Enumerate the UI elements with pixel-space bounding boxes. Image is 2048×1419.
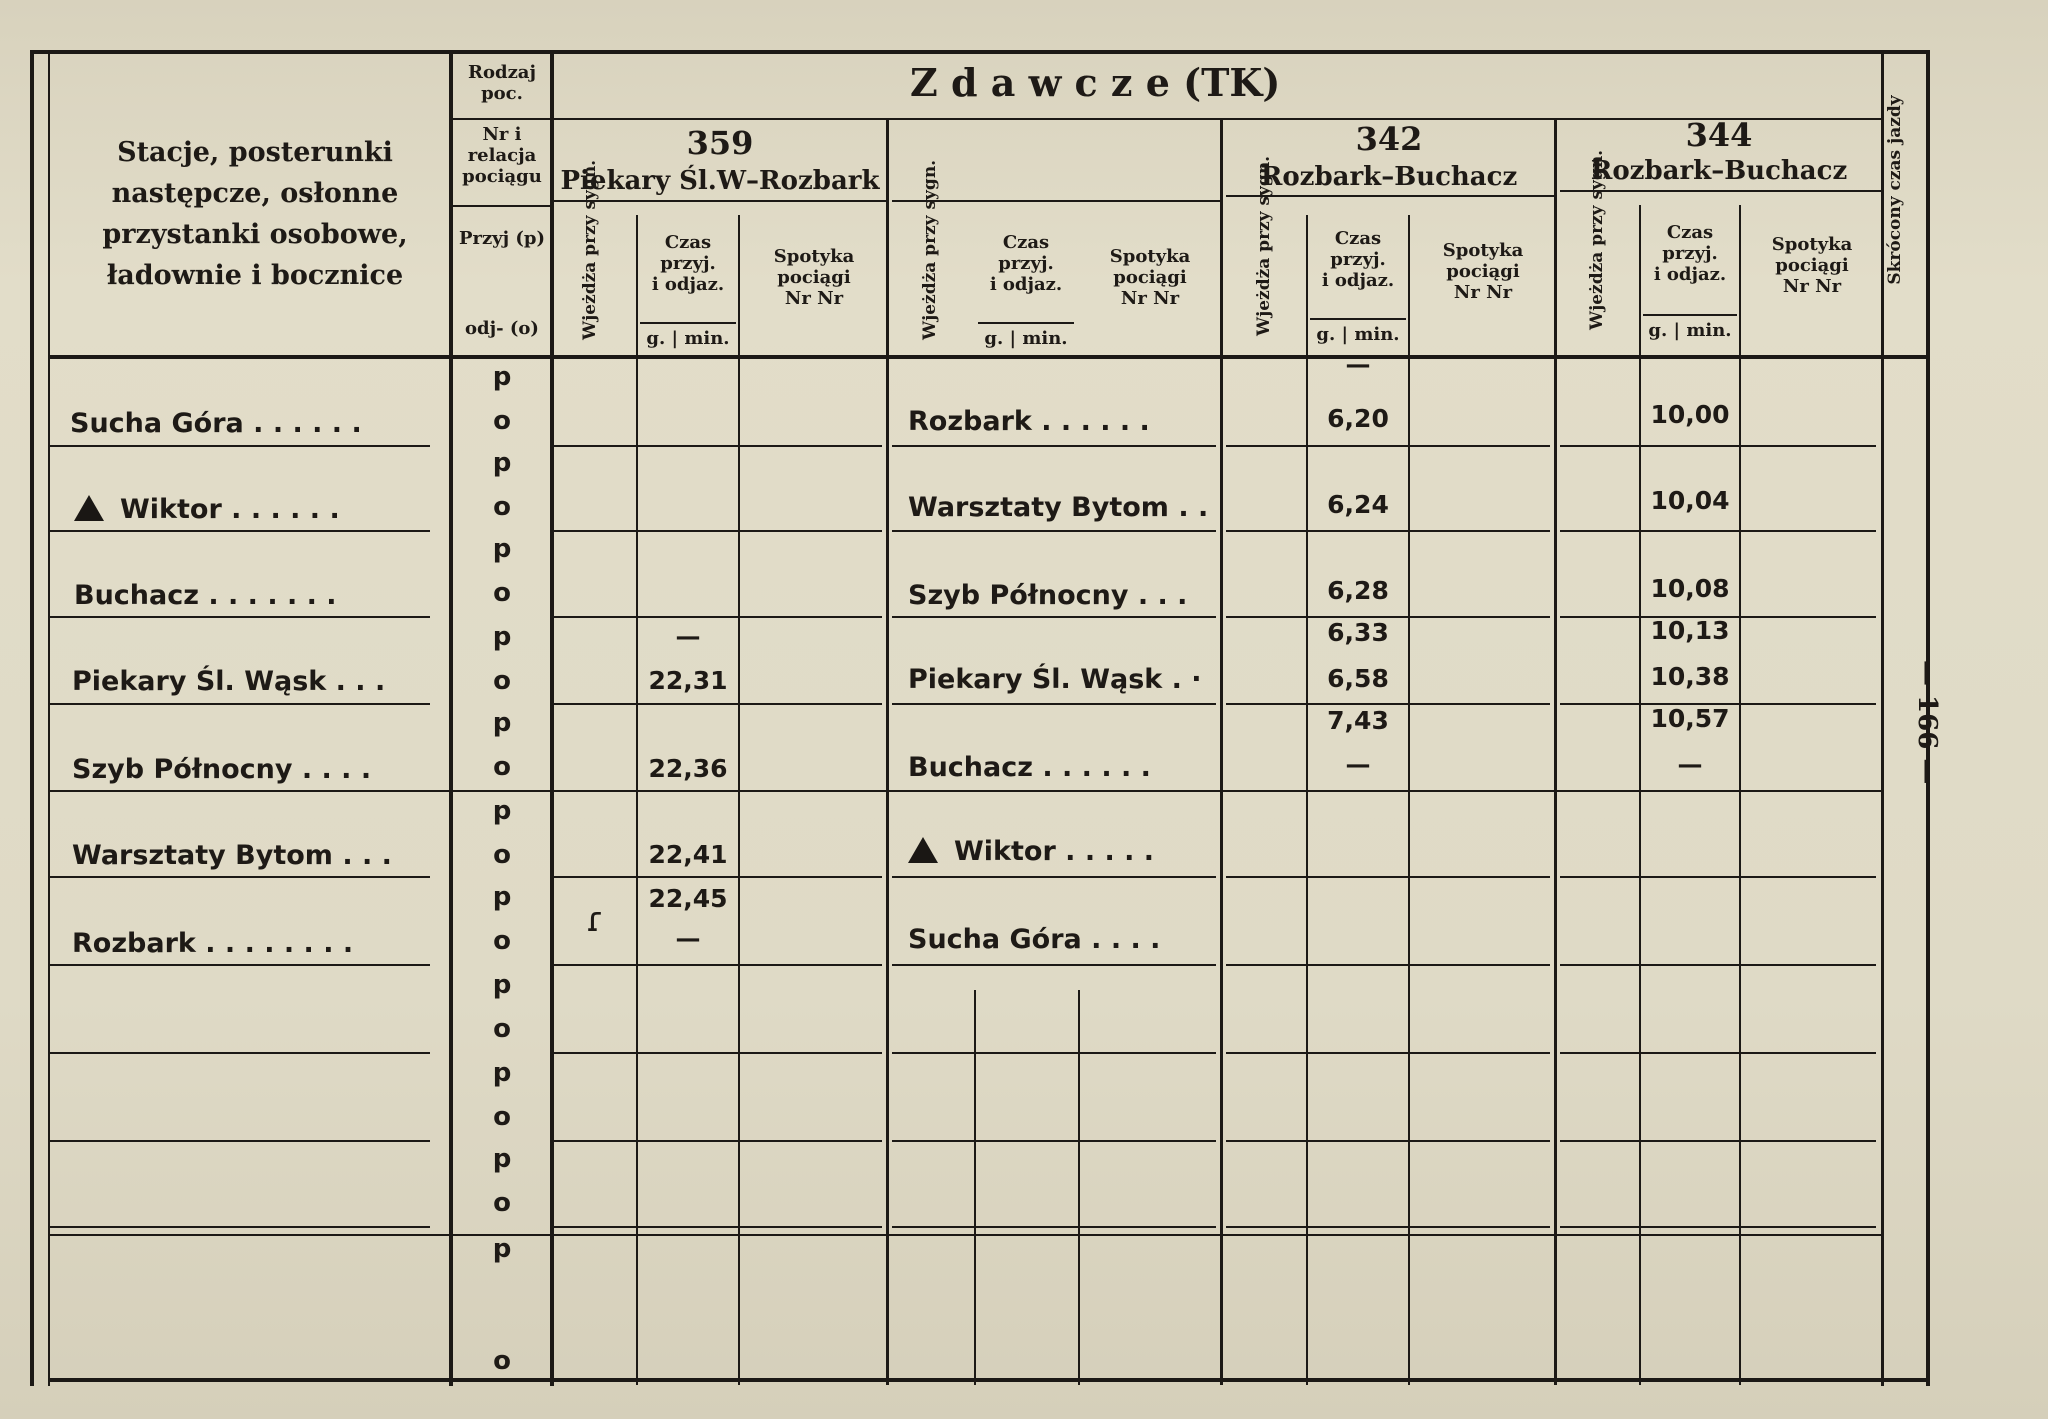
- row-line: [1226, 703, 1550, 705]
- time-value: 22,41: [648, 840, 728, 869]
- header-line: [452, 205, 550, 207]
- row-line: [892, 616, 1216, 618]
- col-line: [1739, 205, 1741, 1385]
- row-line: [1226, 1140, 1550, 1142]
- row-line: [50, 703, 430, 705]
- header-line: [1560, 190, 1881, 192]
- page-number: — 166 —: [1912, 660, 1942, 785]
- arrival-marker: p: [492, 1058, 512, 1088]
- left-station: Buchacz . . . . . . .: [74, 580, 337, 611]
- frame-left-border: [30, 50, 34, 1386]
- row-line: [554, 876, 882, 878]
- right-station: Szyb Północny . . .: [908, 580, 1188, 611]
- enters-signal-header: Wjeżdża przy sygn.: [1254, 155, 1274, 336]
- row-line: [1226, 530, 1550, 532]
- row-line: [554, 530, 882, 532]
- departure-marker: o: [493, 1346, 511, 1376]
- timetable-frame: [30, 50, 1930, 1386]
- arrival-marker: p: [492, 1234, 512, 1264]
- time-value: 6,24: [1327, 490, 1389, 519]
- departure-marker: o: [493, 1188, 511, 1218]
- departure-marker: o: [493, 752, 511, 782]
- row-line: [1560, 1052, 1876, 1054]
- arrival-marker: p: [492, 362, 512, 392]
- row-line: [1226, 1226, 1550, 1228]
- meets-trains-header: Spotyka pociągi Nr Nr: [1442, 240, 1524, 303]
- train-relation: Rozbark–Buchacz: [1260, 162, 1518, 192]
- row-line: [50, 1052, 430, 1054]
- header-line: [892, 200, 1220, 202]
- enters-signal-header: Wjeżdża przy sygn.: [1587, 149, 1607, 330]
- shortened-travel-time-header: Skrócony czas jazdy: [1885, 95, 1905, 285]
- hour-minute-header: g. | min.: [1648, 320, 1732, 341]
- row-line: [554, 1140, 882, 1142]
- right-station: Piekary Śl. Wąsk . ·: [908, 664, 1202, 695]
- triangle-icon: [908, 837, 938, 863]
- time-value: 7,43: [1327, 706, 1389, 735]
- departure-marker: o: [493, 666, 511, 696]
- time-value: —: [675, 924, 701, 953]
- handwritten-mark: ɾ: [586, 900, 605, 940]
- section-separator: [50, 790, 1882, 792]
- time-value: —: [1345, 750, 1371, 779]
- arrival-marker-header: Przyj (p): [458, 228, 546, 249]
- stations-column-header: Stacje, posterunki następcze, osłonne przystanki osobowe, ładownie i bocznice: [102, 137, 408, 291]
- col-line-train: [886, 120, 889, 1385]
- row-line: [1226, 876, 1550, 878]
- row-line: [1560, 1140, 1876, 1142]
- left-station: Szyb Północny . . . .: [72, 754, 372, 785]
- train-number-header: Nr i relacja pociągu: [462, 124, 542, 187]
- row-line: [554, 964, 882, 966]
- train-number: 359: [686, 124, 754, 162]
- hour-minute-header: g. | min.: [646, 328, 730, 349]
- enters-signal-header: Wjeżdża przy sygn.: [580, 159, 600, 340]
- col-line: [738, 215, 740, 1385]
- meets-trains-header: Spotyka pociągi Nr Nr: [773, 246, 855, 309]
- col-line-rodzaj: [550, 50, 554, 1386]
- train-number: 342: [1355, 120, 1423, 158]
- arrival-marker: p: [492, 1144, 512, 1174]
- row-line: [50, 876, 430, 878]
- col-line-train: [1220, 120, 1223, 1385]
- arrival-marker: p: [492, 970, 512, 1000]
- row-line: [50, 616, 430, 618]
- frame-inner-left: [48, 50, 50, 1386]
- gmin-line: [978, 322, 1074, 324]
- meets-trains-header: Spotyka pociągi Nr Nr: [1771, 234, 1853, 297]
- row-line: [892, 1052, 1216, 1054]
- departure-marker: o: [493, 1102, 511, 1132]
- gmin-line: [640, 322, 736, 324]
- right-station: Wiktor . . . . .: [908, 836, 1154, 867]
- row-line: [50, 1140, 430, 1142]
- frame-bottom-border: [48, 1378, 1930, 1382]
- time-value: 22,31: [648, 666, 728, 695]
- row-line: [892, 703, 1216, 705]
- row-line: [1560, 1226, 1876, 1228]
- left-station: Piekary Śl. Wąsk . . .: [72, 666, 386, 697]
- gmin-line: [1643, 314, 1737, 316]
- col-line-side: [1881, 50, 1884, 1386]
- row-line: [892, 530, 1216, 532]
- row-line: [1560, 964, 1876, 966]
- departure-marker: o: [493, 1014, 511, 1044]
- right-station: Sucha Góra . . . .: [908, 924, 1161, 955]
- left-station: Rozbark . . . . . . . .: [72, 928, 354, 959]
- header-line: [1226, 195, 1554, 197]
- row-line: [1560, 876, 1876, 878]
- hour-minute-header: g. | min.: [984, 328, 1068, 349]
- time-value: 6,20: [1327, 404, 1389, 433]
- row-line: [892, 1226, 1216, 1228]
- row-line: [1226, 964, 1550, 966]
- time-value: 6,58: [1327, 664, 1389, 693]
- row-line: [554, 1226, 882, 1228]
- row-line: [892, 1140, 1216, 1142]
- col-line: [1639, 205, 1641, 1385]
- right-station: Buchacz . . . . . .: [908, 752, 1151, 783]
- right-station: Warsztaty Bytom . .: [908, 492, 1209, 523]
- meets-trains-header: Spotyka pociągi Nr Nr: [1109, 246, 1191, 309]
- time-value: —: [1677, 750, 1703, 779]
- hour-minute-header: g. | min.: [1316, 324, 1400, 345]
- group-title: Z d a w c z e (TK): [910, 60, 1281, 105]
- departure-marker: o: [493, 492, 511, 522]
- left-station: Sucha Góra . . . . . .: [70, 408, 362, 439]
- row-line: [1560, 445, 1876, 447]
- time-value: 22,36: [648, 754, 728, 783]
- header-bottom-line: [50, 355, 1930, 359]
- row-line: [554, 703, 882, 705]
- enters-signal-header: Wjeżdża przy sygn.: [920, 159, 940, 340]
- row-line: [50, 1226, 430, 1228]
- row-line: [892, 445, 1216, 447]
- col-line-stations: [449, 50, 453, 1386]
- time-value: 10,13: [1650, 616, 1730, 645]
- row-line: [892, 876, 1216, 878]
- time-header: Czas przyj. i odjaz.: [651, 232, 725, 295]
- header-line: [554, 200, 886, 202]
- arrival-marker: p: [492, 622, 512, 652]
- time-value: —: [1345, 350, 1371, 379]
- frame-top-border: [30, 50, 1930, 54]
- row-line: [554, 616, 882, 618]
- departure-marker: o: [493, 840, 511, 870]
- row-line: [554, 445, 882, 447]
- arrival-marker: p: [492, 448, 512, 478]
- departure-marker-header: odj- (o): [465, 318, 539, 339]
- time-value: 10,57: [1650, 704, 1730, 733]
- gmin-line: [1310, 318, 1406, 320]
- row-line: [554, 1052, 882, 1054]
- row-line: [892, 964, 1216, 966]
- train-number: 344: [1685, 116, 1753, 154]
- arrival-marker: p: [492, 796, 512, 826]
- row-line: [1226, 445, 1550, 447]
- time-value: 6,33: [1327, 618, 1389, 647]
- row-line: [1226, 1052, 1550, 1054]
- col-line: [1078, 990, 1080, 1385]
- right-station: Rozbark . . . . . .: [908, 406, 1150, 437]
- time-header: Czas przyj. i odjaz.: [1321, 228, 1395, 291]
- left-station: Wiktor . . . . . .: [74, 494, 340, 525]
- time-value: 10,00: [1650, 400, 1730, 429]
- time-value: 10,38: [1650, 662, 1730, 691]
- row-line: [1560, 530, 1876, 532]
- col-line: [636, 215, 638, 1385]
- col-line: [1306, 215, 1308, 1385]
- row-line: [50, 964, 430, 966]
- arrival-marker: p: [492, 708, 512, 738]
- time-value: 6,28: [1327, 576, 1389, 605]
- row-line: [50, 445, 430, 447]
- departure-marker: o: [493, 406, 511, 436]
- time-value: —: [675, 622, 701, 651]
- departure-marker: o: [493, 578, 511, 608]
- time-header: Czas przyj. i odjaz.: [1653, 222, 1727, 285]
- triangle-icon: [74, 495, 104, 521]
- row-line: [50, 530, 430, 532]
- time-value: 22,45: [648, 884, 728, 913]
- col-line: [1408, 215, 1410, 1385]
- col-line-train: [1554, 120, 1557, 1385]
- departure-marker: o: [493, 926, 511, 956]
- train-relation: Piekary Śl.W–Rozbark: [560, 166, 880, 196]
- train-type-header: Rodzaj poc.: [468, 62, 536, 104]
- time-value: 10,08: [1650, 574, 1730, 603]
- left-station: Warsztaty Bytom . . .: [72, 840, 392, 871]
- col-line: [974, 990, 976, 1385]
- time-value: 10,04: [1650, 486, 1730, 515]
- arrival-marker: p: [492, 882, 512, 912]
- section-separator: [50, 1234, 1882, 1236]
- arrival-marker: p: [492, 534, 512, 564]
- time-header: Czas przyj. i odjaz.: [989, 232, 1063, 295]
- train-relation: Rozbark–Buchacz: [1590, 156, 1848, 186]
